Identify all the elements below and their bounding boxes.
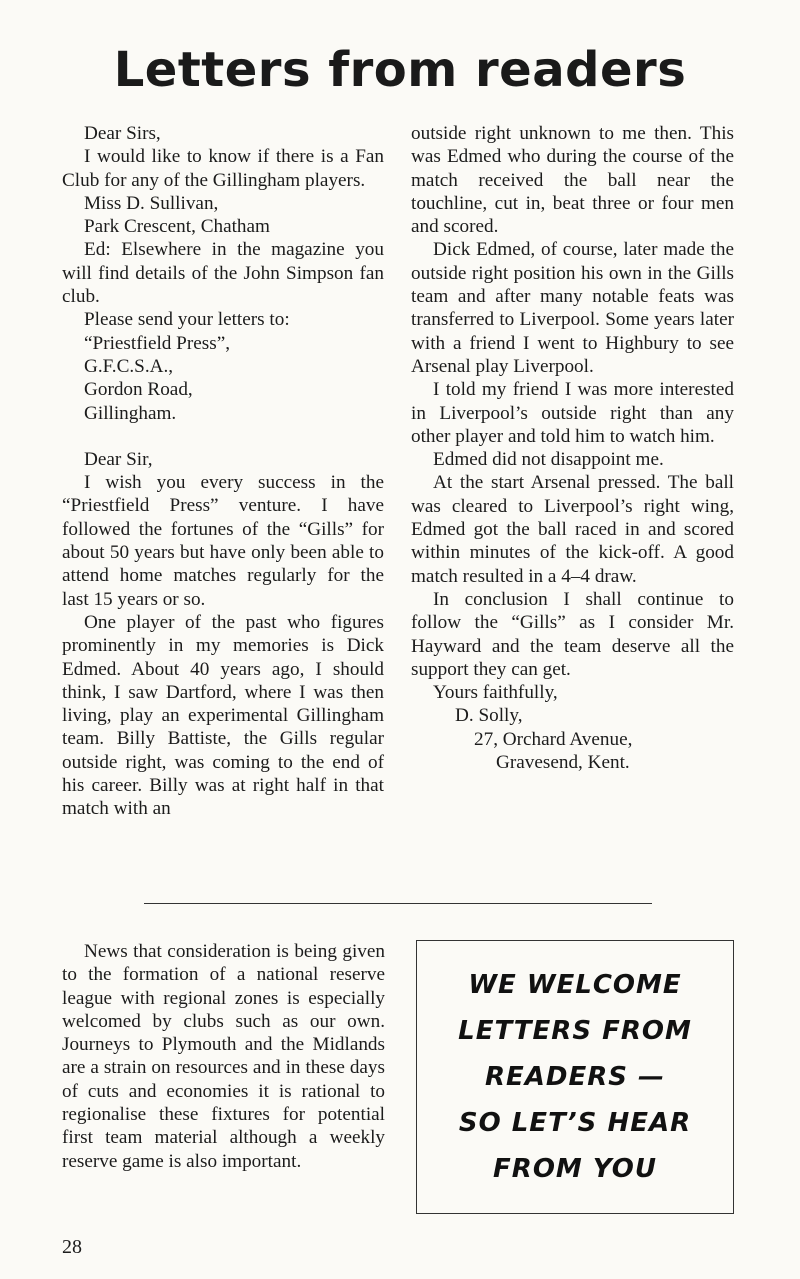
letter2-paragraph: I told my friend I was more interested in Liverpool’s outside right than any other player and told him to watch him. bbox=[411, 379, 734, 447]
letter2-salutation: Dear Sir, bbox=[84, 448, 153, 470]
address-line: G.F.C.S.A., bbox=[84, 355, 174, 377]
letter2-paragraph: outside right unknown to me then. This was Edmed who during the course of the match received the ball near the touchline, cut in, beat three or four men and scored. bbox=[411, 123, 734, 238]
callout-line: READERS — bbox=[484, 1062, 666, 1092]
letter2-paragraph: Edmed did not disappoint me. bbox=[433, 449, 664, 471]
letter1-body: I would like to know if there is a Fan Club for any of the Gillingham players. bbox=[62, 146, 384, 191]
news-text: News that consideration is being given to the formation of a national reserve league with regional zones is especially welcomed by clubs such as our own. Journeys to Plymouth and the Midlands are a strain on resources and in these days of cuts and economies it is rational to regionalise these fixtures for potential first team material although a weekly reserve game is also important. bbox=[62, 941, 385, 1172]
callout-box bbox=[416, 940, 734, 1214]
callout-line: WE WELCOME bbox=[468, 970, 682, 1000]
letter2-signature-name: D. Solly, bbox=[455, 705, 523, 727]
callout-line: SO LET’S HEAR bbox=[458, 1108, 692, 1138]
page-title: Letters from readers bbox=[113, 42, 687, 98]
address-line: Gordon Road, bbox=[84, 379, 193, 401]
address-line: Gillingham. bbox=[84, 402, 177, 424]
letter1-signature-name: Miss D. Sullivan, bbox=[84, 192, 219, 214]
letter2-closing: Yours faithfully, bbox=[433, 682, 558, 704]
news-item bbox=[62, 940, 385, 1173]
letter2-paragraph: In conclusion I shall continue to follow the “Gills” as I consider Mr. Hayward and the team deserve all the support they can get. bbox=[411, 588, 734, 680]
letter1-salutation: Dear Sirs, bbox=[84, 123, 161, 144]
callout-line: FROM YOU bbox=[493, 1154, 657, 1184]
letter2-signature-street: 27, Orchard Avenue, bbox=[474, 728, 633, 750]
letter2-paragraph: I wish you every success in the “Priestfield Press” venture. I have followed the fortunes of the “Gills” for about 50 years but have only been able to attend home matches regularly for the last 15 years or so. bbox=[62, 472, 384, 610]
letter2-signature-town: Gravesend, Kent. bbox=[496, 752, 630, 774]
section-divider bbox=[144, 903, 652, 904]
left-column bbox=[62, 122, 384, 821]
right-column bbox=[411, 122, 734, 774]
page-number: 28 bbox=[62, 1236, 82, 1258]
editor-reply: Ed: Elsewhere in the magazine you will find details of the John Simpson fan club. bbox=[62, 239, 384, 308]
letter2-paragraph: At the start Arsenal pressed. The ball was cleared to Liverpool’s right wing, Edmed got the ball raced in and scored within minutes of the kick-off. A good match resulted in a 4–4 draw. bbox=[411, 472, 734, 587]
letter2-paragraph: One player of the past who figures prominently in my memories is Dick Edmed. About 40 years ago, I should think, I saw Dartford, where I was then living, play an experimental Gillingham team. Billy Battiste, the Gills regular outside right, was coming to the end of his career. Billy was at right half in that match with an bbox=[62, 611, 384, 820]
letter2-paragraph: Dick Edmed, of course, later made the outside right position his own in the Gills team and after many notable feats was transferred to Liverpool. Some years later with a friend I went to Highbury to see Arsenal play Liverpool. bbox=[411, 239, 734, 377]
letter1-signature-address: Park Crescent, Chatham bbox=[84, 216, 270, 238]
send-letters-to: Please send your letters to: bbox=[84, 309, 290, 331]
callout-line: LETTERS FROM bbox=[458, 1016, 692, 1046]
address-line: “Priestfield Press”, bbox=[84, 332, 231, 354]
